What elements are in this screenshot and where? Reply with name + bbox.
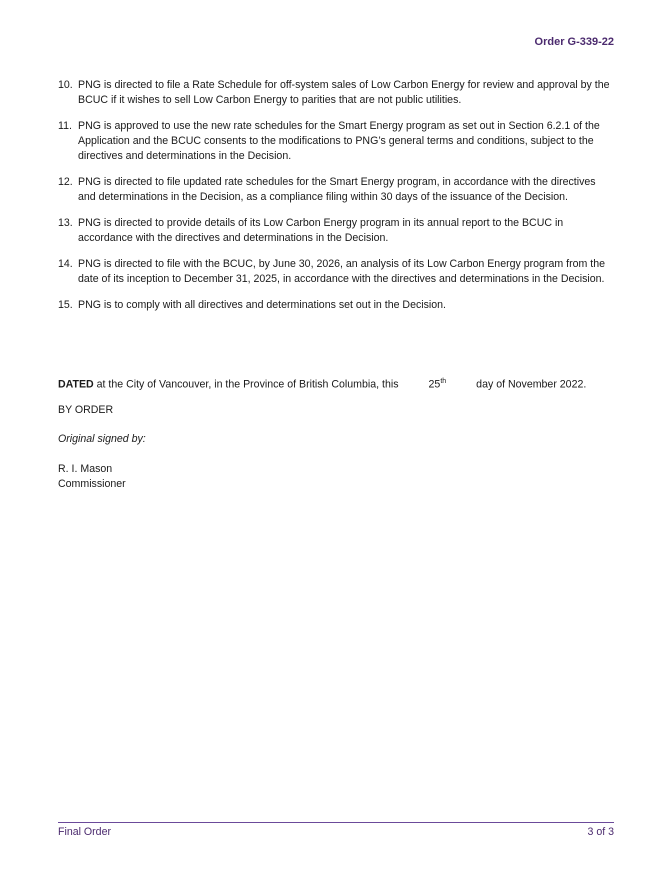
directive-item	[58, 216, 614, 246]
footer-document-type: Final Order	[58, 826, 111, 838]
directive-number: 15.	[58, 299, 73, 311]
directive-text: PNG is directed to file a Rate Schedule for off-system sales of Low Carbon Energy for review and approval by the BCUC if it wishes to sell Low Carbon Energy to parities that are not public utilities.	[78, 79, 610, 106]
dated-month-year: day of November 2022.	[476, 378, 587, 391]
directive-text: PNG is directed to file with the BCUC, by June 30, 2026, an analysis of its Low Carbon Energy program from the date of its inception to December 31, 2025, in accordance with the directives and determinations in the Decision.	[78, 258, 605, 285]
directive-number: 14.	[58, 258, 73, 270]
order-number: Order G-339-22	[534, 36, 614, 48]
directive-item	[58, 175, 614, 205]
footer-divider	[58, 822, 614, 823]
dated-text: at the City of Vancouver, in the Province of British Columbia, this	[93, 378, 399, 391]
dated-day-number: 25	[428, 378, 441, 391]
directive-item	[58, 257, 614, 287]
signatory-name: R. I. Mason	[58, 463, 113, 475]
dated-line	[58, 374, 614, 393]
directive-item	[58, 78, 614, 108]
directive-item	[58, 119, 614, 164]
signatory-title: Commissioner	[58, 478, 126, 490]
directive-number: 11.	[58, 120, 72, 132]
signatory-block	[58, 462, 126, 492]
directive-text: PNG is approved to use the new rate schedules for the Smart Energy program as set out in Section 6.2.1 of the Application and the BCUC consents to the modifications to PNG’s general terms and conditions, subject to the directives and determinations in the Decision.	[78, 120, 600, 162]
by-order-label: BY ORDER	[58, 404, 114, 416]
dated-label: DATED	[58, 378, 94, 391]
footer-page-number: 3 of 3	[587, 826, 614, 838]
directive-number: 12.	[58, 176, 73, 188]
directive-text: PNG is directed to file updated rate schedules for the Smart Energy program, in accordance with the directives and determinations in the Decision, as a compliance filing within 30 days of the issuance of the Decision.	[78, 176, 596, 203]
dated-day-suffix: th	[440, 378, 447, 385]
directive-text: PNG is directed to provide details of its Low Carbon Energy program in its annual report to the BCUC in accordance with the directives and determinations in the Decision.	[78, 217, 564, 244]
directive-number: 13.	[58, 217, 73, 229]
directive-number: 10.	[58, 79, 73, 91]
dated-day	[429, 374, 447, 393]
original-signed-note: Original signed by:	[58, 433, 146, 445]
directive-text: PNG is to comply with all directives and determinations set out in the Decision.	[78, 299, 447, 311]
directive-item	[58, 298, 614, 313]
directives-list	[58, 78, 614, 324]
